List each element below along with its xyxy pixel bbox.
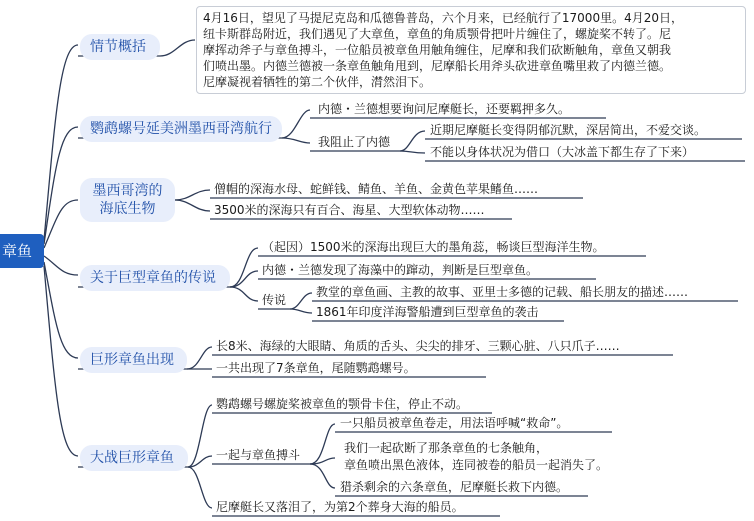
legends-node[interactable]: 传说 xyxy=(262,293,287,307)
central-topic[interactable]: 章鱼 xyxy=(0,234,44,268)
branch-giant-squid-legend[interactable]: 关于巨型章鱼的传说 xyxy=(80,265,230,291)
legend-detail[interactable]: 教堂的章鱼画、主教的故事、亚里士多德的记载、船长朋友的描述…… xyxy=(316,285,689,299)
tentacles-cut-line: 章鱼喷出黑色液体，连同被卷的船员一起消失了。 xyxy=(344,458,609,472)
squid-description[interactable]: 长8米、海绿的大眼睛、角质的舌头、尖尖的排牙、三颗心脏、八只爪子…… xyxy=(216,339,620,353)
branch-plot-summary[interactable]: 情节概括 xyxy=(80,34,160,60)
sea-life-label-line: 墨西哥湾的 xyxy=(92,183,163,199)
nemo-weeps[interactable]: 尼摩艇长又落泪了，为第2个葬身大海的船员。 xyxy=(216,500,464,514)
summary-line: 纽卡斯群岛附近，我们遇见了大章鱼，章鱼的角质颚骨把叶片缠住了，螺旋桨不转了。尼 xyxy=(203,27,672,41)
branch-gulf-sea-life[interactable] xyxy=(80,178,175,222)
branch-voyage-gulf-of-mexico[interactable]: 鹦鹉螺号延美洲墨西哥湾航行 xyxy=(80,116,282,142)
nemo-gloomy[interactable]: 近期尼摩艇长变得阴郁沉默，深居简出，不爱交谈。 xyxy=(430,123,707,137)
tentacles-cut[interactable] xyxy=(344,440,608,474)
branch-squid-appears[interactable]: 巨形章鱼出现 xyxy=(80,347,187,373)
link-root-b5 xyxy=(44,262,78,358)
propeller-stuck[interactable]: 鹦鹉螺号螺旋桨被章鱼的颚骨卡住，停止不动。 xyxy=(216,397,469,411)
link-root-b6 xyxy=(44,266,78,456)
ned-discovery[interactable]: 内德・兰德发现了海藻中的蹿动，判断是巨型章鱼。 xyxy=(262,263,539,277)
sea-life-label-line: 海底生物 xyxy=(99,201,156,217)
ned-land-question[interactable]: 内德・兰德想要询问尼摩艇长，还要羁押多久。 xyxy=(318,102,571,116)
plot-summary-box xyxy=(196,6,746,94)
sea-life-item[interactable]: 3500米的深海只有百合、海星、大型软体动物…… xyxy=(214,203,485,217)
summary-line: 尼摩凝视着牺牲的第二个伙伴，潸然泪下。 xyxy=(203,75,432,89)
health-excuse[interactable]: 不能以身体状况为借口（大冰盖下都生存了下来） xyxy=(430,145,695,159)
summary-line: 摩挥动斧子与章鱼搏斗，一位船员被章鱼用触角缠住，尼摩和我们砍断触角，章鱼又朝我 xyxy=(203,43,672,57)
nemo-saves-ned[interactable]: 猎杀剩余的六条章鱼，尼摩艇长救下内德。 xyxy=(340,480,569,494)
summary-line: 们喷出墨。内德兰德被一条章鱼触角甩到，尼摩船长用斧头砍进章鱼嘴里救了内德兰德。 xyxy=(203,59,672,73)
legend-detail[interactable]: 1861年印度洋海警船遭到巨型章鱼的袭击 xyxy=(316,305,539,319)
summary-line: 4月16日，望见了马提尼克岛和瓜德鲁普岛，六个月来，已经航行了17000里。4月20日， xyxy=(203,11,683,25)
tentacles-cut-line: 我们一起砍断了那条章鱼的七条触角， xyxy=(344,441,549,455)
stopped-ned[interactable]: 我阻止了内德 xyxy=(318,135,391,149)
sea-life-item[interactable]: 僧帽的深海水母、蛇鲜钱、鲭鱼、羊鱼、金黄色苹果鳍鱼…… xyxy=(214,182,539,196)
crew-taken[interactable]: 一只船员被章鱼卷走，用法语呼喊“救命”。 xyxy=(340,416,569,430)
link-root-b4 xyxy=(44,256,78,275)
branch-battle-giant-squid[interactable]: 大战巨形章鱼 xyxy=(80,445,188,471)
fight-together[interactable]: 一起与章鱼搏斗 xyxy=(216,448,301,462)
legend-cause[interactable]: （起因）1500米的深海出现巨大的墨角蕊，畅谈巨型海洋生物。 xyxy=(262,240,605,254)
squid-count[interactable]: 一共出现了7条章鱼，尾随鹦鹉螺号。 xyxy=(216,361,416,375)
